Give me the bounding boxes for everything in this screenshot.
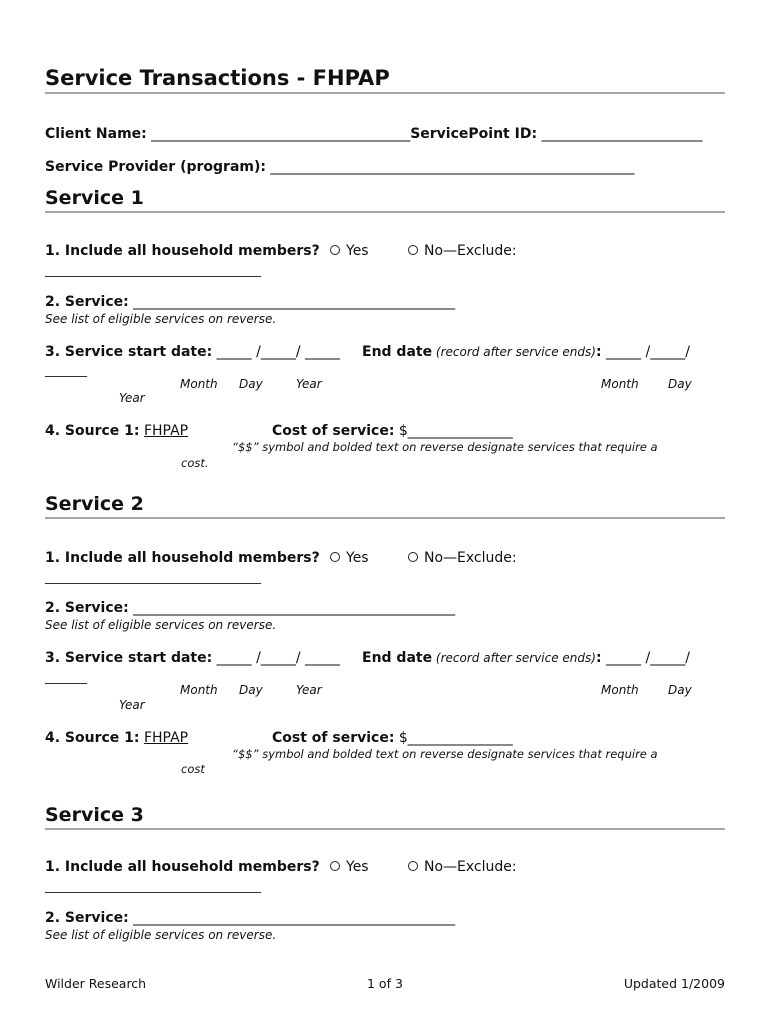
q2-line <box>45 294 455 310</box>
service-heading: Service 1 <box>45 187 144 209</box>
cost-label: Cost of service: <box>272 730 395 746</box>
service-rule <box>45 828 725 830</box>
end-date-note: (record after service ends) <box>432 345 596 359</box>
service-field[interactable]: ______________________________________________ <box>128 294 456 310</box>
yes-label: Yes <box>346 550 369 566</box>
end-date-field[interactable]: _____ /_____/ <box>601 344 690 360</box>
yes-label: Yes <box>346 243 369 259</box>
footer-updated: Updated 1/2009 <box>623 976 725 991</box>
q2-line <box>45 910 455 926</box>
cost-field[interactable]: $_______________ <box>394 730 513 746</box>
q1-label: 1. Include all household members? <box>45 550 320 566</box>
cost-note-tail: cost <box>181 762 205 776</box>
end-date-colon: : <box>595 344 602 360</box>
month-caption: Month <box>180 683 218 697</box>
no-option[interactable] <box>408 550 517 566</box>
end-date-field[interactable]: _____ /_____/ <box>601 650 690 666</box>
cost-line <box>272 730 513 746</box>
end-year-field[interactable]: _______ <box>45 363 87 377</box>
end-day-caption: Day <box>668 377 692 391</box>
servicepoint-id-label: ServicePoint ID: <box>410 126 538 142</box>
start-date-field[interactable]: _____ /_____/ _____ <box>212 344 341 360</box>
footer-page-number: 1 of 3 <box>367 976 403 991</box>
page-title: Service Transactions - FHPAP <box>45 66 390 90</box>
no-label: No—Exclude: <box>424 550 517 566</box>
exclude-field[interactable]: ____________________________________ <box>45 570 261 584</box>
q4-line <box>45 730 188 746</box>
footer-org: Wilder Research <box>45 976 147 991</box>
end-date-label: End date <box>362 650 433 666</box>
day-caption: Day <box>239 377 263 391</box>
cost-note: “$$” symbol and bolded text on reverse designate services that require a <box>232 440 658 454</box>
q1-label: 1. Include all household members? <box>45 859 320 875</box>
no-label: No—Exclude: <box>424 859 517 875</box>
q1-label: 1. Include all household members? <box>45 243 320 259</box>
q4-line <box>45 423 188 439</box>
no-radio[interactable] <box>408 552 418 562</box>
service-heading: Service 3 <box>45 804 144 826</box>
exclude-field[interactable]: ____________________________________ <box>45 263 261 277</box>
no-label: No—Exclude: <box>424 243 517 259</box>
yes-radio[interactable] <box>330 861 340 871</box>
end-month-caption: Month <box>601 377 639 391</box>
yes-radio[interactable] <box>330 245 340 255</box>
source-value: FHPAP <box>143 423 189 439</box>
year-caption: Year <box>296 683 322 697</box>
month-caption: Month <box>180 377 218 391</box>
end-date-label: End date <box>362 344 433 360</box>
q3-line <box>45 650 340 666</box>
cost-label: Cost of service: <box>272 423 395 439</box>
q1-line <box>45 243 320 259</box>
end-month-caption: Month <box>601 683 639 697</box>
cost-field[interactable]: $_______________ <box>394 423 513 439</box>
start-date-label: 3. Service start date: <box>45 344 213 360</box>
cost-line <box>272 423 513 439</box>
eligible-note: See list of eligible services on reverse. <box>45 312 277 326</box>
yes-option[interactable] <box>330 243 369 259</box>
yes-radio[interactable] <box>330 552 340 562</box>
service-heading: Service 2 <box>45 493 144 515</box>
end-year-caption: Year <box>119 698 145 712</box>
start-date-label: 3. Service start date: <box>45 650 213 666</box>
servicepoint-id-field[interactable]: _______________________ <box>537 126 703 142</box>
q3-line <box>45 344 340 360</box>
service-field[interactable]: ______________________________________________ <box>128 910 456 926</box>
q2-label: 2. Service: <box>45 600 129 616</box>
source-label: 4. Source 1: <box>45 423 140 439</box>
eligible-note: See list of eligible services on reverse. <box>45 618 277 632</box>
q2-label: 2. Service: <box>45 294 129 310</box>
client-line <box>45 126 703 142</box>
client-name-label: Client Name: <box>45 126 147 142</box>
provider-label: Service Provider (program): <box>45 159 266 175</box>
end-date-note: (record after service ends) <box>432 651 596 665</box>
service-field[interactable]: ______________________________________________ <box>128 600 456 616</box>
source-label: 4. Source 1: <box>45 730 140 746</box>
yes-option[interactable] <box>330 859 369 875</box>
title-rule <box>45 92 725 94</box>
end-date-line <box>362 650 690 666</box>
end-year-field[interactable]: _______ <box>45 670 87 684</box>
q2-line <box>45 600 455 616</box>
yes-label: Yes <box>346 859 369 875</box>
eligible-note: See list of eligible services on reverse. <box>45 928 277 942</box>
day-caption: Day <box>239 683 263 697</box>
service-rule <box>45 517 725 519</box>
year-caption: Year <box>296 377 322 391</box>
cost-note-tail: cost. <box>181 456 209 470</box>
q1-line <box>45 859 320 875</box>
no-radio[interactable] <box>408 245 418 255</box>
client-name-field[interactable]: _____________________________________ <box>146 126 411 142</box>
cost-note: “$$” symbol and bolded text on reverse designate services that require a <box>232 747 658 761</box>
q2-label: 2. Service: <box>45 910 129 926</box>
provider-line <box>45 159 634 175</box>
yes-option[interactable] <box>330 550 369 566</box>
no-radio[interactable] <box>408 861 418 871</box>
source-value: FHPAP <box>143 730 189 746</box>
end-date-colon: : <box>595 650 602 666</box>
service-rule <box>45 211 725 213</box>
provider-field[interactable]: ____________________________________________________ <box>265 159 635 175</box>
q1-line <box>45 550 320 566</box>
no-option[interactable] <box>408 243 517 259</box>
exclude-field[interactable]: ____________________________________ <box>45 879 261 893</box>
start-date-field[interactable]: _____ /_____/ _____ <box>212 650 341 666</box>
end-date-line <box>362 344 690 360</box>
end-year-caption: Year <box>119 391 145 405</box>
end-day-caption: Day <box>668 683 692 697</box>
no-option[interactable] <box>408 859 517 875</box>
